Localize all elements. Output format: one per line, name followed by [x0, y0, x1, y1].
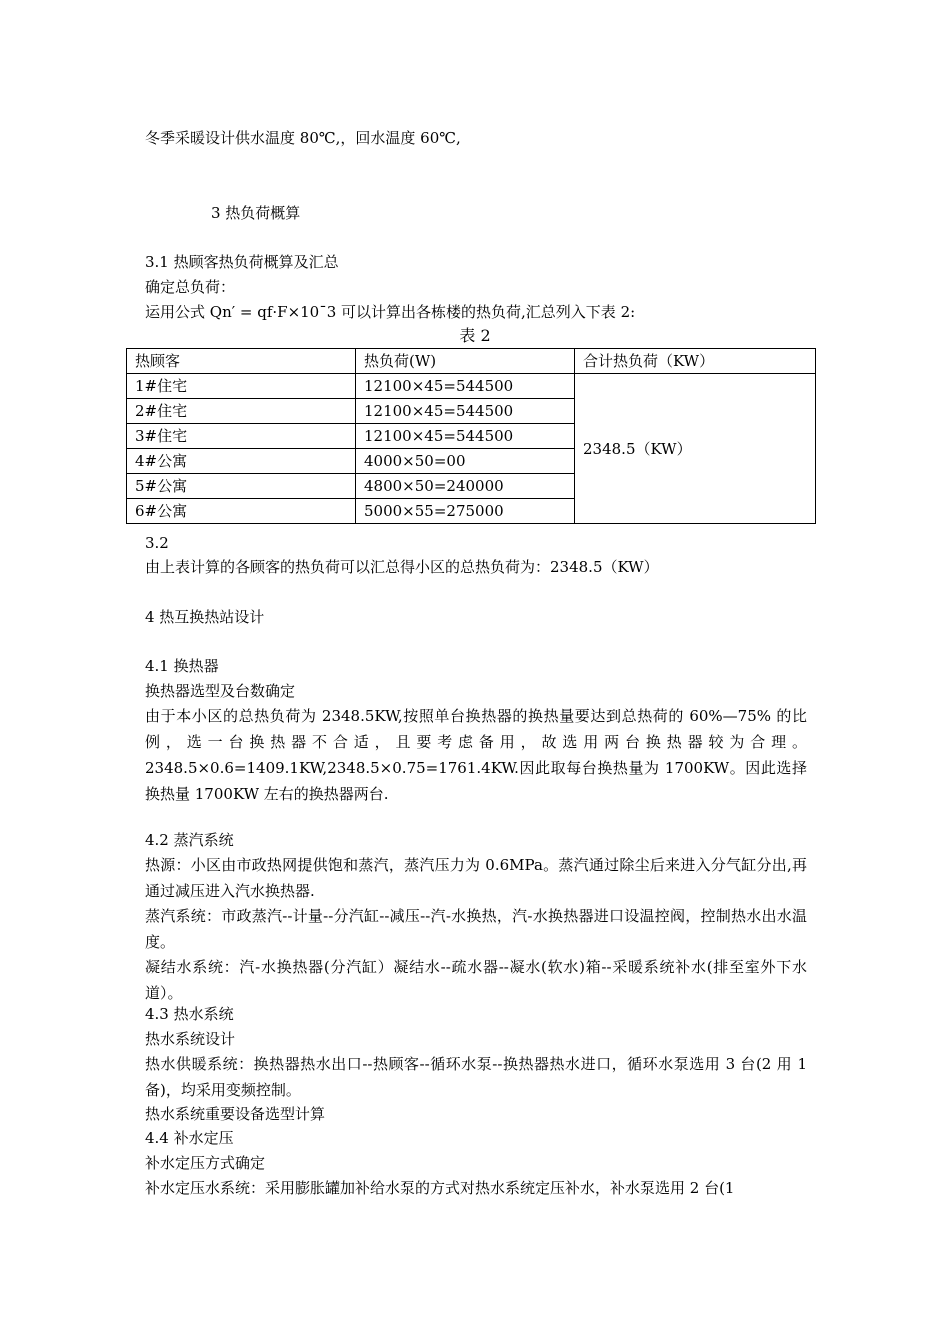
section-4-3-subheading: 热水系统设计 [145, 1030, 236, 1048]
section-3-heading: 3 热负荷概算 [211, 204, 301, 222]
table-caption: 表 2 [459, 326, 491, 345]
row-load: 12100×45=544500 [356, 399, 575, 424]
section-3-1-heading: 3.1 热顾客热负荷概算及汇总 [145, 253, 339, 271]
condensate-system-paragraph: 凝结水系统：汽-水换热器(分汽缸）凝结水--疏水器--凝水(软水)箱--采暖系统补水(排至室外下水道）。 [145, 958, 807, 1002]
row-load: 4000×50=00 [356, 449, 575, 474]
section-4-1-subheading: 换热器选型及台数确定 [145, 682, 296, 700]
row-load: 12100×45=544500 [356, 374, 575, 399]
header-load: 热负荷(W) [356, 349, 575, 374]
hot-water-system-paragraph: 热水供暖系统：换热器热水出口--热顾客--循环水泵--换热器热水进口，循环水泵选用 3 台(2 用 1 备)，均采用变频控制。 [145, 1055, 807, 1099]
total-load-cell: 2348.5（KW） [575, 374, 816, 524]
steam-system-paragraph: 蒸汽系统：市政蒸汽--计量--分汽缸--减压--汽-水换热，汽-水换热器进口设温控阀，控制热水出水温度。 [145, 907, 807, 951]
heat-source-paragraph: 热源：小区由市政热网提供饱和蒸汽，蒸汽压力为 0.6MPa。蒸汽通过除尘后来进入分气缸分出,再通过减压进入汽水换热器. [145, 856, 807, 900]
row-load: 12100×45=544500 [356, 424, 575, 449]
row-customer: 6#公寓 [127, 499, 356, 524]
section-3-2-heading: 3.2 [145, 534, 169, 552]
total-load-label: 确定总负荷： [145, 278, 236, 296]
total-load-summary: 由上表计算的各顾客的热负荷可以汇总得小区的总热负荷为：2348.5（KW） [145, 558, 659, 576]
row-customer: 5#公寓 [127, 474, 356, 499]
equipment-selection-heading: 热水系统重要设备选型计算 [145, 1105, 326, 1123]
section-4-3-heading: 4.3 热水系统 [145, 1005, 234, 1023]
supply-temperature-line: 冬季采暖设计供水温度 80℃,，回水温度 60℃, [145, 129, 461, 147]
section-4-1-paragraph: 由于本小区的总热负荷为 2348.5KW,按照单台换热器的换热量要达到总热荷的 60%—75% 的比例，选一台换热器不合适，且要考虑备用，故选用两台换热器较为合理。2348.5×0.6=1409.1KW,2348.5×0.75=1761.4KW.因此取每台换热量为 1700KW。因此选择换热量 1700KW 左右的换热器两台. [145, 707, 807, 803]
makeup-water-paragraph: 补水定压水系统：采用膨胀罐加补给水泵的方式对热水系统定压补水，补水泵选用 2 台(1 [145, 1179, 735, 1197]
header-customer: 热顾客 [127, 349, 356, 374]
row-load: 5000×55=275000 [356, 499, 575, 524]
section-4-heading: 4 热互换热站设计 [145, 608, 265, 626]
header-total: 合计热负荷（KW） [575, 349, 816, 374]
formula-line: 运用公式 Qn′ = qf·F×10ˉ3 可以计算出各栋楼的热负荷,汇总列入下表 2: [145, 303, 636, 321]
row-customer: 4#公寓 [127, 449, 356, 474]
row-load: 4800×50=240000 [356, 474, 575, 499]
row-customer: 1#住宅 [127, 374, 356, 399]
section-4-1-heading: 4.1 换热器 [145, 657, 219, 675]
table-header-row [127, 349, 816, 374]
table-row [127, 374, 816, 399]
section-4-4-heading: 4.4 补水定压 [145, 1129, 234, 1147]
heat-load-table [126, 348, 816, 524]
section-4-4-subheading: 补水定压方式确定 [145, 1154, 266, 1172]
row-customer: 3#住宅 [127, 424, 356, 449]
row-customer: 2#住宅 [127, 399, 356, 424]
section-4-2-heading: 4.2 蒸汽系统 [145, 831, 234, 849]
